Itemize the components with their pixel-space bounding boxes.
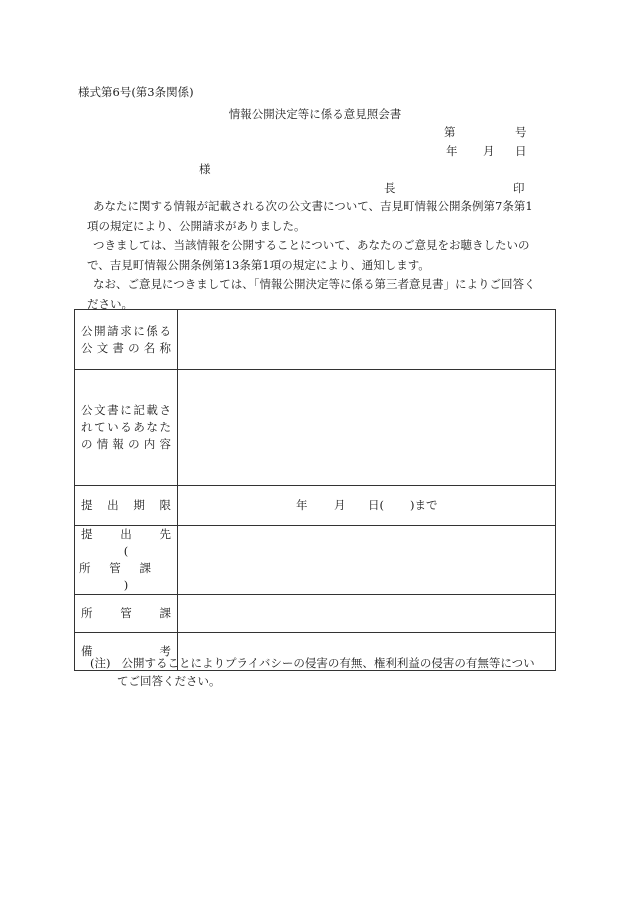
seal-mark: 印 — [513, 181, 525, 195]
deadline-month: 月 — [334, 497, 346, 512]
paragraph-opinion-request — [78, 236, 554, 275]
document-name-field[interactable] — [178, 310, 556, 370]
table-row — [75, 486, 556, 526]
table-row — [75, 370, 556, 486]
label-line: 公 開 請 求 に 係 る — [81, 323, 171, 338]
note-line: てご回答ください。 — [117, 674, 221, 688]
form-table — [74, 309, 556, 671]
label-submission-destination — [75, 526, 178, 595]
label-line: 公 文 書 の 名 称 — [81, 340, 171, 355]
department-field[interactable] — [178, 595, 556, 633]
label-line: 備 考 — [81, 644, 171, 658]
label-information-content — [75, 370, 178, 486]
note-line: 公開することによりプライバシーの侵害の有無、権利利益の侵害の有無等につい — [121, 656, 535, 670]
number-prefix: 第 — [444, 125, 456, 139]
form-number: 様式第6号(第3条関係) — [78, 85, 194, 99]
deadline-field[interactable] — [178, 486, 556, 526]
sender-title: 長 — [384, 181, 396, 195]
submission-destination-field[interactable] — [178, 526, 556, 595]
paragraph-line: つきましては、当該情報を公開することについて、あなたのご意見をお聴きしたいの — [93, 238, 530, 252]
date-day: 日 — [515, 144, 527, 158]
table-row — [75, 526, 556, 595]
deadline-suffix: )まで — [410, 497, 438, 512]
paragraph-line: ださい。 — [87, 296, 133, 311]
deadline-day: 日( — [368, 497, 384, 512]
paragraph-request-notice — [78, 197, 554, 236]
paragraph-line: で、吉見町情報公開条例第13条第1項の規定により、通知します。 — [87, 257, 430, 272]
deadline-year: 年 — [296, 497, 308, 512]
date-year: 年 — [446, 144, 458, 158]
note-marker: (注) — [90, 656, 111, 670]
label-line: 所 管 課 — [81, 606, 171, 620]
label-deadline — [75, 486, 178, 526]
label-line: 提 出 先 — [81, 527, 171, 541]
label-line: 公 文 書 に 記 載 さ — [81, 403, 171, 417]
paragraph-line: 項の規定により、公開請求がありました。 — [87, 218, 306, 233]
date-month: 月 — [483, 144, 495, 158]
table-row — [75, 310, 556, 370]
label-line: れ て い る あ な た — [81, 420, 171, 434]
footnote — [90, 654, 560, 690]
paragraph-line: なお、ご意見につきましては、「情報公開決定等に係る第三者意見書」によりご回答く — [93, 277, 536, 291]
label-department — [75, 595, 178, 633]
number-suffix: 号 — [515, 125, 527, 139]
addressee-honorific: 様 — [199, 162, 211, 176]
label-line: 提 出 期 限 — [81, 498, 171, 512]
document-title: 情報公開決定等に係る意見照会書 — [228, 107, 402, 121]
label-document-name — [75, 310, 178, 370]
label-line: ( 所 管 課 ) — [79, 544, 151, 592]
information-content-field[interactable] — [178, 370, 556, 486]
table-row — [75, 595, 556, 633]
label-line: の 情 報 の 内 容 — [81, 437, 171, 451]
paragraph-line: あなたに関する情報が記載される次の公文書について、吉見町情報公開条例第7条第1 — [93, 199, 533, 213]
